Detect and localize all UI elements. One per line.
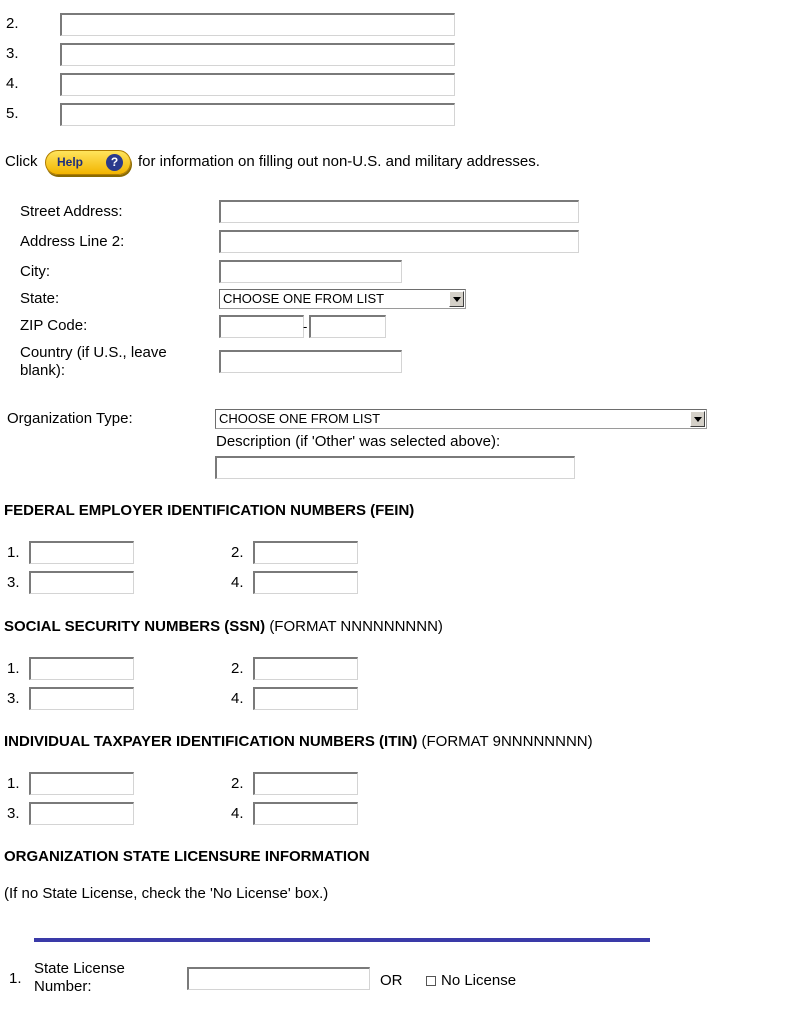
state-select-value: CHOOSE ONE FROM LIST [223, 291, 385, 306]
ssn-label-1: 1. [7, 660, 20, 677]
fein-heading: FEDERAL EMPLOYER IDENTIFICATION NUMBERS (FEIN) [4, 502, 415, 519]
help-button[interactable] [45, 150, 131, 175]
zip-separator: - [303, 319, 308, 334]
no-license-checkbox[interactable] [426, 976, 436, 986]
country-label-cont: blank): [20, 362, 66, 379]
name-input-2[interactable] [60, 13, 455, 36]
fein-label-2: 2. [231, 544, 244, 561]
licensure-note: (If no State License, check the 'No License' box.) [4, 885, 329, 902]
fein-input-2[interactable] [253, 541, 358, 564]
name-input-3[interactable] [60, 43, 455, 66]
itin-input-4[interactable] [253, 802, 358, 825]
no-license-label: No License [441, 972, 517, 989]
itin-label-1: 1. [7, 775, 20, 792]
ssn-label-2: 2. [231, 660, 244, 677]
itin-heading: INDIVIDUAL TAXPAYER IDENTIFICATION NUMBERS (ITIN) [4, 733, 418, 750]
itin-label-3: 3. [7, 805, 20, 822]
chevron-down-icon[interactable] [449, 291, 464, 307]
state-select[interactable] [219, 289, 466, 309]
ssn-format: (FORMAT NNNNNNNNN) [269, 618, 443, 635]
state-license-label: State License [34, 960, 125, 977]
organization-type-select[interactable] [215, 409, 707, 429]
ssn-input-1[interactable] [29, 657, 134, 680]
itin-input-3[interactable] [29, 802, 134, 825]
fein-label-1: 1. [7, 544, 20, 561]
help-line-prefix: Click [5, 153, 38, 170]
itin-label-4: 4. [231, 805, 244, 822]
zip-code-label: ZIP Code: [20, 317, 88, 334]
ssn-label-3: 3. [7, 690, 20, 707]
name-row-label-3: 3. [6, 45, 19, 62]
fein-input-4[interactable] [253, 571, 358, 594]
ssn-heading: SOCIAL SECURITY NUMBERS (SSN) [4, 618, 266, 635]
zip-extension-input[interactable] [309, 315, 386, 338]
fein-label-4: 4. [231, 574, 244, 591]
city-input[interactable] [219, 260, 402, 283]
country-input[interactable] [219, 350, 402, 373]
ssn-input-2[interactable] [253, 657, 358, 680]
itin-input-2[interactable] [253, 772, 358, 795]
or-text: OR [380, 972, 403, 989]
section-divider [34, 938, 650, 942]
name-input-5[interactable] [60, 103, 455, 126]
name-row-label-5: 5. [6, 105, 19, 122]
license-row-number: 1. [9, 970, 22, 987]
address-line2-label: Address Line 2: [20, 233, 125, 250]
itin-input-1[interactable] [29, 772, 134, 795]
itin-label-2: 2. [231, 775, 244, 792]
name-row-label-4: 4. [6, 75, 19, 92]
state-license-label-cont: Number: [34, 978, 92, 995]
licensure-heading: ORGANIZATION STATE LICENSURE INFORMATION [4, 848, 370, 865]
fein-label-3: 3. [7, 574, 20, 591]
organization-type-label: Organization Type: [7, 410, 133, 427]
question-icon: ? [106, 154, 123, 171]
itin-heading-line [4, 733, 593, 751]
organization-type-value: CHOOSE ONE FROM LIST [219, 411, 381, 426]
ssn-heading-line [4, 618, 443, 636]
ssn-input-3[interactable] [29, 687, 134, 710]
street-address-label: Street Address: [20, 203, 123, 220]
itin-format: (FORMAT 9NNNNNNNN) [421, 733, 593, 750]
help-line-suffix: for information on filling out non-U.S. and military addresses. [138, 153, 540, 170]
state-license-input[interactable] [187, 967, 370, 990]
ssn-input-4[interactable] [253, 687, 358, 710]
state-label: State: [20, 290, 60, 307]
description-label: Description (if 'Other' was selected above): [216, 433, 501, 450]
description-input[interactable] [215, 456, 575, 479]
street-address-input[interactable] [219, 200, 579, 223]
name-input-4[interactable] [60, 73, 455, 96]
fein-input-3[interactable] [29, 571, 134, 594]
city-label: City: [20, 263, 50, 280]
name-row-label-2: 2. [6, 15, 19, 32]
fein-input-1[interactable] [29, 541, 134, 564]
chevron-down-icon[interactable] [690, 411, 705, 427]
zip-code-input[interactable] [219, 315, 304, 338]
help-button-label: Help [57, 155, 84, 169]
address-line2-input[interactable] [219, 230, 579, 253]
ssn-label-4: 4. [231, 690, 244, 707]
country-label: Country (if U.S., leave [20, 344, 167, 361]
